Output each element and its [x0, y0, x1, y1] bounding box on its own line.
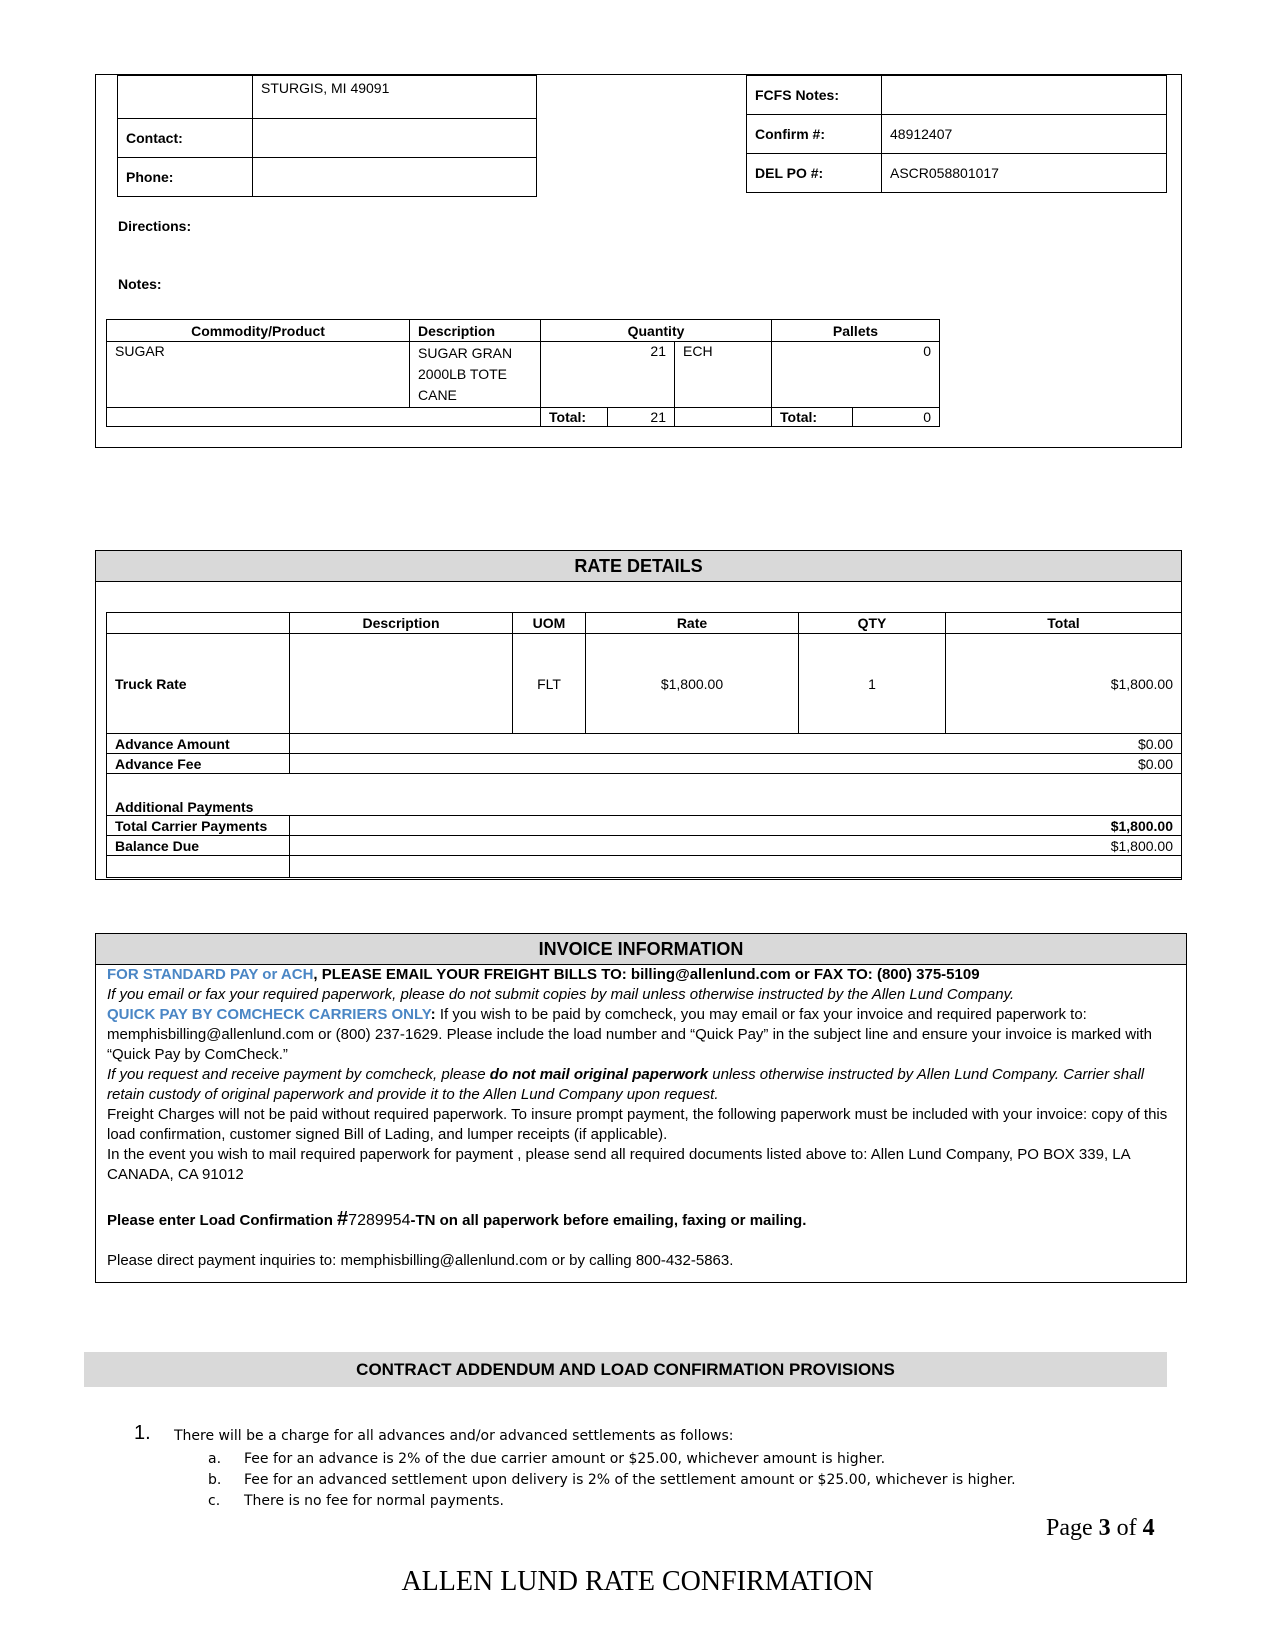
- comcheck-text-b: unless otherwise instructed by Allen Lund Company. Carrier shall retain custody of original paperwork and provide it to the Allen Lund Company upon request.: [107, 1066, 1145, 1103]
- advance-amount-value: $0.00: [290, 734, 1182, 754]
- quick-pay-colon: :: [430, 1006, 436, 1023]
- addendum-subitem-letter: b.: [208, 1472, 222, 1488]
- rate-blank-value: [290, 856, 1182, 878]
- invoice-line-2: If you email or fax your required paperwork, please do not submit copies by mail unless otherwise instructed by the Allen Lund Company.: [107, 986, 1015, 1003]
- rate-table: [106, 612, 1182, 878]
- phone-label: Phone:: [118, 158, 253, 197]
- confirmation-grid: [746, 75, 1167, 193]
- addendum-subitem-text: There is no fee for normal payments.: [244, 1493, 504, 1509]
- quantity-total-label: Total:: [541, 408, 608, 427]
- confirm-label: Confirm #:: [747, 115, 882, 154]
- city-line: STURGIS, MI 49091: [253, 76, 537, 119]
- quantity-total-value: 21: [608, 408, 675, 427]
- quantity-value: 21: [541, 342, 675, 408]
- load-confirmation-number: 7289954: [348, 1212, 411, 1229]
- rate-blank-label: [107, 856, 290, 878]
- truck-rate-rate: $1,800.00: [586, 634, 799, 734]
- truck-rate-description: [290, 634, 513, 734]
- qty-header: QTY: [799, 613, 946, 634]
- page-current: 3: [1098, 1515, 1111, 1541]
- page-of-word: of: [1110, 1515, 1143, 1541]
- advance-fee-value: $0.00: [290, 754, 1182, 774]
- rate-description-header: Description: [290, 613, 513, 634]
- quick-pay-heading: QUICK PAY BY COMCHECK CARRIERS ONLY: [107, 1006, 431, 1023]
- description-line: SUGAR GRAN: [418, 345, 513, 361]
- rate-details-title: RATE DETAILS: [96, 551, 1181, 582]
- invoice-line-5: Freight Charges will not be paid without required paperwork. To insure prompt payment, the following paperwork must be included with your invoice: copy of this load confirmation, customer signed Bill of Lading, and lumper receipts (if applicable).: [107, 1106, 1168, 1143]
- pallets-total-label: Total:: [772, 408, 853, 427]
- contact-label: Contact:: [118, 119, 253, 158]
- advance-fee-label: Advance Fee: [107, 754, 290, 774]
- rate-label-header: [107, 613, 290, 634]
- quantity-header: Quantity: [541, 320, 772, 342]
- addendum-item-number: 1.: [134, 1422, 151, 1444]
- additional-payments-label: Additional Payments: [107, 774, 1182, 816]
- fcfs-value: [882, 76, 1167, 115]
- pallets-value: 0: [772, 342, 940, 408]
- addendum-title: CONTRACT ADDENDUM AND LOAD CONFIRMATION PROVISIONS: [84, 1352, 1167, 1387]
- directions-label: Directions:: [118, 218, 192, 234]
- contact-value: [253, 119, 537, 158]
- invoice-line-4: [107, 1065, 1179, 1105]
- invoice-title: INVOICE INFORMATION: [96, 934, 1186, 965]
- description-header: Description: [410, 320, 541, 342]
- commodity-header: Commodity/Product: [107, 320, 410, 342]
- pallets-header: Pallets: [772, 320, 940, 342]
- total-unit-spacer: [675, 408, 772, 427]
- addendum-item-text: There will be a charge for all advances and/or advanced settlements as follows:: [174, 1428, 734, 1444]
- truck-rate-label: Truck Rate: [107, 634, 290, 734]
- advance-amount-label: Advance Amount: [107, 734, 290, 754]
- invoice-line-6: In the event you wish to mail required paperwork for payment , please send all required documents listed above to: Allen Lund Company, PO BOX 339, LA CANADA, CA 91012: [107, 1146, 1130, 1183]
- total-header: Total: [946, 613, 1182, 634]
- standard-pay-heading: FOR STANDARD PAY or ACH: [107, 966, 314, 983]
- addendum-subitem-text: Fee for an advanced settlement upon delivery is 2% of the settlement amount or $25.00, whichever is higher.: [244, 1472, 1016, 1488]
- commodity-table: [106, 319, 940, 427]
- invoice-line-3: [107, 1005, 1179, 1065]
- addendum-subitem-letter: c.: [208, 1493, 221, 1509]
- unit-value: ECH: [675, 342, 772, 408]
- del-po-label: DEL PO #:: [747, 154, 882, 193]
- load-confirmation-text-b: -TN on all paperwork before emailing, faxing or mailing.: [410, 1212, 807, 1229]
- addendum-subitem-letter: a.: [208, 1451, 222, 1467]
- balance-due-label: Balance Due: [107, 836, 290, 856]
- confirm-value: 48912407: [882, 115, 1167, 154]
- page-total: 4: [1142, 1515, 1155, 1541]
- invoice-line-8: Please direct payment inquiries to: memphisbilling@allenlund.com or by calling 800-432-5863.: [107, 1252, 734, 1269]
- invoice-body: [107, 965, 1179, 1271]
- comcheck-bold: do not mail original paperwork: [489, 1066, 709, 1083]
- del-po-value: ASCR058801017: [882, 154, 1167, 193]
- truck-rate-qty: 1: [799, 634, 946, 734]
- pallets-total-value: 0: [853, 408, 940, 427]
- footer-title: ALLEN LUND RATE CONFIRMATION: [401, 1566, 874, 1597]
- fcfs-label: FCFS Notes:: [747, 76, 882, 115]
- product-cell: SUGAR: [107, 342, 410, 408]
- uom-header: UOM: [513, 613, 586, 634]
- comcheck-text-a: If you request and receive payment by comcheck, please: [107, 1066, 490, 1083]
- total-carrier-payments-label: Total Carrier Payments: [107, 816, 290, 836]
- truck-rate-total: $1,800.00: [946, 634, 1182, 734]
- rate-header: Rate: [586, 613, 799, 634]
- description-line: 2000LB TOTE: [418, 366, 507, 382]
- contact-grid: [117, 75, 537, 197]
- phone-value: [253, 158, 537, 197]
- invoice-line-7: [107, 1209, 1179, 1231]
- invoice-line-1: [107, 965, 1179, 985]
- notes-label: Notes:: [118, 276, 162, 292]
- product-description-cell: [410, 342, 541, 408]
- page-word: Page: [1046, 1515, 1099, 1541]
- load-confirmation-text-a: Please enter Load Confirmation: [107, 1212, 338, 1229]
- balance-due-value: $1,800.00: [290, 836, 1182, 856]
- page-number: [1046, 1515, 1155, 1542]
- load-confirmation-hash: #: [337, 1208, 349, 1230]
- quick-pay-text: If you wish to be paid by comcheck, you may email or fax your invoice and required paperwork to: memphisbilling@allenlund.com or (800) 237-1629. Please include the load number and “Quick Pay” in the subject line and ensure your invoice is marked with “Quick Pay by ComCheck.”: [107, 1006, 1152, 1063]
- total-row-spacer: [107, 408, 541, 427]
- total-carrier-payments-value: $1,800.00: [290, 816, 1182, 836]
- addendum-subitem-text: Fee for an advance is 2% of the due carrier amount or $25.00, whichever amount is higher.: [244, 1451, 886, 1467]
- address-label-cell: [118, 76, 253, 119]
- truck-rate-uom: FLT: [513, 634, 586, 734]
- standard-pay-text: , PLEASE EMAIL YOUR FREIGHT BILLS TO: billing@allenlund.com or FAX TO: (800) 375-5109: [313, 966, 980, 983]
- description-line: CANE: [418, 387, 457, 403]
